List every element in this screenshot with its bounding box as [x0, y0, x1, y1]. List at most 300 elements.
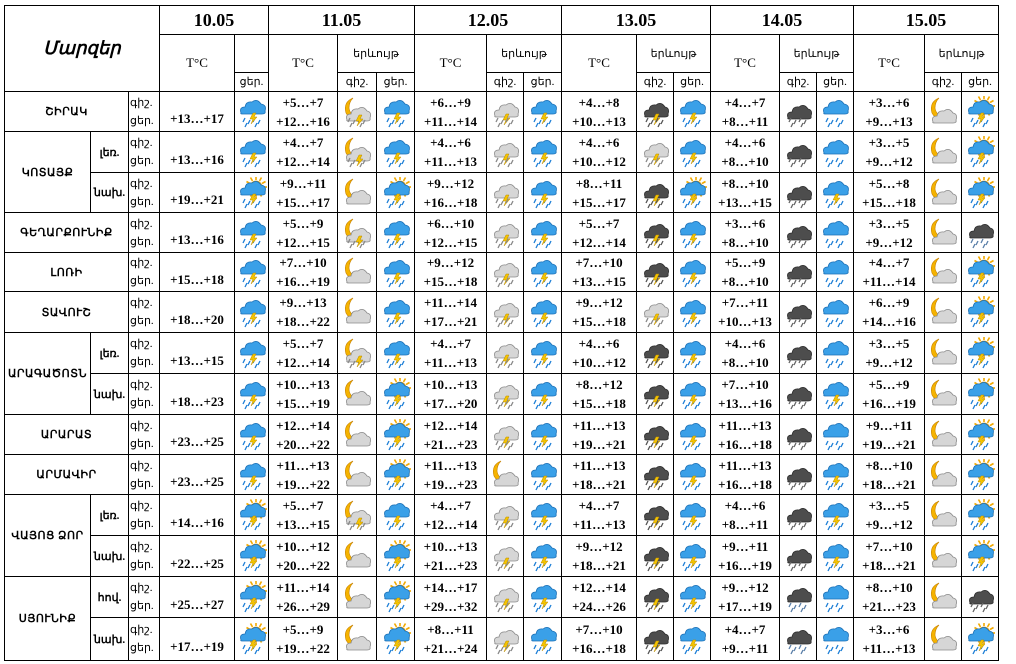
day-temp — [160, 92, 235, 132]
night-temp: +9…+12 — [721, 580, 769, 595]
day-temp: +8…+10 — [721, 154, 769, 169]
night-temp: +4…+7 — [868, 255, 910, 270]
moon-cloud-icon — [927, 623, 959, 655]
weather-icon-cell — [962, 495, 999, 536]
moon-cloud-icon — [927, 136, 959, 168]
weather-icon-cell — [377, 618, 415, 661]
daynight-labels — [129, 173, 160, 213]
cloud-storm-icon — [489, 177, 521, 209]
day-temp — [160, 132, 235, 173]
temp-range — [562, 415, 637, 455]
night-temp: +11…+13 — [718, 457, 772, 473]
daynight-labels — [129, 495, 160, 536]
day-temp: +16…+18 — [718, 436, 772, 452]
temp-range — [854, 333, 925, 374]
weather-icon-cell — [780, 292, 817, 333]
temp-header: T°C — [415, 35, 487, 92]
day-temp: +10…+13 — [572, 113, 626, 129]
temp-range — [269, 536, 338, 577]
day-temp: +18…+22 — [276, 314, 330, 329]
day-temp: +20…+22 — [276, 558, 330, 573]
temp-range — [854, 213, 925, 253]
temp-range — [562, 536, 637, 577]
weather-icon-cell — [674, 132, 711, 173]
daynight-labels — [129, 253, 160, 292]
weather-icon-cell — [487, 253, 524, 292]
moon-storm-icon — [341, 96, 373, 128]
night-temp: +3…+5 — [868, 215, 910, 231]
temp-value: +15…+18 — [170, 271, 224, 287]
rain-storm-icon — [527, 256, 559, 288]
temp-header: T°C — [160, 35, 235, 92]
weather-icon-cell — [962, 455, 999, 495]
weather-icon-cell — [674, 536, 711, 577]
night-temp: +14…+17 — [423, 580, 478, 595]
sun-storm-icon — [964, 499, 996, 531]
sun-storm-icon — [964, 256, 996, 288]
region-name: ՇԻՐԱԿ — [5, 92, 129, 132]
weather-icon-cell — [524, 333, 562, 374]
temp-range — [711, 132, 780, 173]
day-temp: +20…+22 — [276, 436, 330, 452]
weather-icon-cell — [674, 577, 711, 618]
day-temp: +13…+15 — [572, 274, 626, 289]
temp-range — [415, 213, 487, 253]
day-temp: +19…+22 — [276, 476, 330, 492]
weather-icon-cell — [377, 213, 415, 253]
temp-range — [269, 253, 338, 292]
region-row — [5, 333, 999, 374]
temp-range — [269, 333, 338, 374]
cloud-storm-icon — [489, 136, 521, 168]
day-temp: +21…+23 — [423, 436, 478, 452]
moon-cloud-icon — [927, 96, 959, 128]
sun-storm-icon — [964, 337, 996, 369]
dark-storm-icon — [639, 499, 671, 531]
night-temp: +4…+7 — [578, 498, 620, 513]
weather-icon-cell — [524, 618, 562, 661]
moon-cloud-icon — [489, 459, 521, 491]
temp-range — [415, 173, 487, 213]
night-header: գիշ. — [637, 72, 674, 91]
region-row — [5, 495, 999, 536]
region-row — [5, 253, 999, 292]
day-label: ցեր. — [130, 114, 154, 127]
forecast-table — [4, 5, 999, 661]
day-label: ցեր. — [130, 356, 154, 368]
night-temp: +3…+5 — [868, 498, 910, 513]
night-header: գիշ. — [780, 72, 817, 91]
temp-value: +23…+25 — [170, 434, 224, 449]
rain-icon — [819, 419, 851, 451]
weather-icon-cell — [235, 213, 269, 253]
subregion-label: նախ. — [91, 536, 129, 577]
moon-cloud-icon — [927, 177, 959, 209]
night-label: գիշ. — [130, 419, 153, 432]
temp-range — [711, 536, 780, 577]
moon-cloud-icon — [927, 256, 959, 288]
weather-icon-cell — [487, 292, 524, 333]
rain-icon — [819, 296, 851, 328]
night-temp: +4…+6 — [724, 498, 766, 513]
daynight-labels — [129, 536, 160, 577]
dark-cloud-icon — [782, 540, 814, 572]
weather-icon-cell — [962, 374, 999, 415]
day-label: ցեր. — [130, 437, 154, 450]
temp-range — [269, 577, 338, 618]
rain-storm-icon — [380, 217, 412, 249]
subregion-label: նախ. — [91, 618, 129, 661]
night-temp: +7…+10 — [575, 255, 623, 270]
cloud-storm-icon — [639, 136, 671, 168]
subregion-label: լեռ. — [91, 333, 129, 374]
temp-range — [711, 253, 780, 292]
night-temp: +3…+5 — [868, 135, 910, 150]
temp-range — [562, 292, 637, 333]
moon-storm-icon — [341, 136, 373, 168]
rain-storm-icon — [676, 136, 708, 168]
weather-icon-cell — [235, 495, 269, 536]
weather-icon-cell — [925, 577, 962, 618]
day-temp: +17…+20 — [423, 396, 478, 411]
moon-cloud-icon — [927, 217, 959, 249]
rain-icon — [819, 337, 851, 369]
temp-header: T°C — [562, 35, 637, 92]
temp-range — [854, 374, 925, 415]
night-temp: +9…+11 — [721, 539, 769, 554]
day-temp: +12…+14 — [276, 355, 330, 370]
rain-storm-icon — [527, 378, 559, 410]
temp-range — [269, 132, 338, 173]
weather-icon-cell — [674, 455, 711, 495]
weather-icon-cell — [962, 618, 999, 661]
day-temp — [160, 536, 235, 577]
day-temp: +16…+19 — [862, 396, 916, 411]
region-name: ՍՅՈՒՆԻՔ — [5, 577, 91, 661]
weather-icon-cell — [817, 618, 854, 661]
temp-range — [854, 415, 925, 455]
temp-value: +13…+16 — [170, 151, 224, 167]
region-name: ԼՈՌԻ — [5, 253, 129, 292]
rain-storm-icon — [527, 581, 559, 613]
weather-icon-cell — [780, 455, 817, 495]
day-header: ցեր. — [377, 72, 415, 91]
night-temp: +12…+14 — [423, 417, 478, 433]
sun-storm-icon — [380, 459, 412, 491]
weather-icon-cell — [780, 333, 817, 374]
rain-storm-icon — [676, 540, 708, 572]
weather-icon-cell — [925, 132, 962, 173]
weather-icon-cell — [817, 132, 854, 173]
daynight-labels — [129, 455, 160, 495]
header-row-dates — [5, 6, 999, 35]
weather-icon-cell — [377, 455, 415, 495]
events-header: երևույթ — [780, 35, 854, 73]
temp-value: +18…+23 — [170, 393, 224, 409]
region-row — [5, 292, 999, 333]
night-temp: +4…+7 — [430, 498, 471, 513]
weather-icon-cell — [925, 495, 962, 536]
weather-icon-cell — [817, 374, 854, 415]
weather-icon-cell — [487, 577, 524, 618]
night-header: գիշ. — [487, 72, 524, 91]
moon-cloud-icon — [341, 419, 373, 451]
rain-storm-icon — [527, 217, 559, 249]
night-temp: +4…+7 — [430, 336, 471, 351]
rain-storm-icon — [527, 296, 559, 328]
temp-value: +17…+19 — [170, 638, 224, 654]
cloud-storm-icon — [489, 499, 521, 531]
weather-icon-cell — [637, 92, 674, 132]
weather-icon-cell — [674, 253, 711, 292]
temp-range — [415, 253, 487, 292]
weather-icon-cell — [962, 132, 999, 173]
moon-cloud-icon — [341, 296, 373, 328]
date-header: 11.05 — [269, 6, 415, 35]
day-label: ցեր. — [130, 397, 154, 409]
region-row — [5, 455, 999, 495]
temp-range — [269, 618, 338, 661]
night-temp: +4…+6 — [578, 135, 620, 150]
temp-range — [415, 92, 487, 132]
night-temp: +5…+9 — [282, 215, 324, 231]
weather-icon-cell — [377, 495, 415, 536]
rain-storm-icon — [819, 459, 851, 491]
weather-icon-cell — [780, 374, 817, 415]
temp-range — [711, 333, 780, 374]
rain-storm-icon — [236, 378, 268, 410]
weather-icon-cell — [780, 577, 817, 618]
sun-storm-icon — [964, 419, 996, 451]
weather-icon-cell — [962, 536, 999, 577]
day-temp: +12…+16 — [276, 113, 330, 129]
night-label: գիշ. — [130, 379, 153, 391]
weather-icon-cell — [817, 92, 854, 132]
temp-range — [415, 577, 487, 618]
moon-cloud-icon — [341, 378, 373, 410]
night-temp: +8…+10 — [721, 175, 769, 191]
weather-icon-cell — [780, 536, 817, 577]
night-temp: +4…+7 — [724, 622, 766, 637]
moon-cloud-icon — [927, 378, 959, 410]
day-temp — [160, 213, 235, 253]
night-label: գիշ. — [130, 297, 153, 309]
temp-range — [562, 253, 637, 292]
weather-icon-cell — [817, 292, 854, 333]
weather-icon-cell — [524, 92, 562, 132]
weather-icon-cell — [377, 577, 415, 618]
rain-storm-icon — [819, 378, 851, 410]
weather-icon-cell — [637, 455, 674, 495]
temp-range — [711, 374, 780, 415]
temp-range — [854, 253, 925, 292]
daynight-labels — [129, 415, 160, 455]
rain-storm-icon — [236, 136, 268, 168]
dark-storm-icon — [639, 96, 671, 128]
weather-icon-cell — [524, 173, 562, 213]
day-temp: +9…+12 — [865, 154, 913, 169]
cloud-storm-icon — [489, 378, 521, 410]
moon-cloud-icon — [341, 581, 373, 613]
region-name: ՏԱՎՈՒՇ — [5, 292, 129, 333]
temp-range — [415, 292, 487, 333]
dark-storm-icon — [639, 337, 671, 369]
weather-icon-cell — [674, 374, 711, 415]
cloud-storm-icon — [489, 96, 521, 128]
rain-storm-icon — [676, 378, 708, 410]
date-header: 14.05 — [711, 6, 854, 35]
weather-icon-cell — [962, 92, 999, 132]
day-temp — [160, 618, 235, 661]
dark-storm-icon — [639, 581, 671, 613]
weather-icon-cell — [487, 495, 524, 536]
weather-icon-cell — [674, 415, 711, 455]
weather-icon-cell — [338, 292, 377, 333]
daynight-labels — [129, 213, 160, 253]
cloud-storm-icon — [489, 337, 521, 369]
night-header: գիշ. — [925, 72, 962, 91]
temp-range — [562, 213, 637, 253]
weather-icon-cell — [780, 495, 817, 536]
temp-range — [562, 132, 637, 173]
day-temp: +12…+15 — [423, 234, 478, 250]
weather-icon-cell — [235, 415, 269, 455]
temp-range — [269, 92, 338, 132]
cloud-storm-icon — [489, 540, 521, 572]
daynight-labels — [129, 374, 160, 415]
weather-icon-cell — [235, 333, 269, 374]
night-temp: +11…+13 — [423, 457, 478, 473]
weather-icon-cell — [338, 455, 377, 495]
weather-icon-cell — [377, 536, 415, 577]
rain-storm-icon — [819, 499, 851, 531]
night-temp: +4…+6 — [578, 336, 620, 351]
weather-icon-cell — [637, 374, 674, 415]
sun-storm-icon — [236, 499, 268, 531]
night-temp: +10…+13 — [423, 377, 478, 392]
weather-icon-cell — [524, 213, 562, 253]
region-row — [5, 92, 999, 132]
day-temp: +17…+19 — [718, 599, 772, 614]
day-label: ցեր. — [130, 275, 154, 287]
night-temp: +5…+8 — [868, 175, 910, 191]
temp-value: +23…+25 — [170, 474, 224, 489]
rain-storm-icon — [380, 499, 412, 531]
temp-range — [562, 618, 637, 661]
rain-storm-icon — [380, 337, 412, 369]
night-temp: +5…+9 — [282, 622, 324, 637]
night-label: գիշ. — [130, 96, 153, 109]
temp-range — [711, 292, 780, 333]
day-header: ցեր. — [235, 72, 269, 91]
night-temp: +10…+13 — [276, 377, 330, 392]
night-temp: +10…+13 — [423, 539, 478, 554]
rain-storm-icon — [527, 419, 559, 451]
moon-cloud-icon — [927, 540, 959, 572]
day-temp: +19…+21 — [572, 436, 626, 452]
night-label: գիշ. — [130, 500, 153, 512]
night-temp: +4…+6 — [724, 135, 766, 150]
night-label: գիշ. — [130, 177, 153, 190]
weather-icon-cell — [925, 292, 962, 333]
daynight-labels — [129, 92, 160, 132]
night-temp: +6…+9 — [430, 94, 471, 110]
day-temp: +19…+21 — [862, 436, 916, 452]
sun-storm-icon — [964, 136, 996, 168]
temp-range — [711, 495, 780, 536]
night-temp: +11…+14 — [276, 580, 330, 595]
weather-icon-cell — [338, 253, 377, 292]
night-temp: +7…+10 — [865, 539, 913, 554]
weather-icon-cell — [524, 495, 562, 536]
day-label: ցեր. — [130, 642, 154, 654]
night-temp: +11…+13 — [572, 417, 626, 433]
weather-icon-cell — [637, 577, 674, 618]
weather-icon-cell — [377, 132, 415, 173]
night-temp: +9…+13 — [279, 295, 327, 310]
cloud-storm-icon — [489, 581, 521, 613]
region-name: ՎԱՅՈՑ ՁՈՐ — [5, 495, 91, 577]
moon-cloud-icon — [927, 419, 959, 451]
night-temp: +8…+11 — [575, 175, 623, 191]
weather-icon-cell — [925, 536, 962, 577]
empty-header — [235, 35, 269, 73]
temp-header: T°C — [711, 35, 780, 92]
night-temp: +4…+6 — [724, 336, 766, 351]
region-row — [5, 536, 999, 577]
weather-icon-cell — [962, 577, 999, 618]
moon-cloud-icon — [341, 177, 373, 209]
weather-icon-cell — [235, 173, 269, 213]
temp-range — [854, 292, 925, 333]
temp-range — [269, 415, 338, 455]
night-temp: +3…+6 — [724, 215, 766, 231]
day-temp: +21…+23 — [423, 558, 478, 573]
weather-icon-cell — [817, 415, 854, 455]
sun-storm-icon — [380, 419, 412, 451]
weather-icon-cell — [637, 173, 674, 213]
day-temp: +8…+11 — [721, 517, 769, 532]
temp-range — [711, 455, 780, 495]
night-temp: +11…+13 — [572, 457, 626, 473]
weather-icon-cell — [962, 415, 999, 455]
rain-storm-icon — [676, 296, 708, 328]
night-temp: +5…+9 — [868, 377, 910, 392]
temp-range — [854, 495, 925, 536]
day-temp — [160, 577, 235, 618]
rain-storm-icon — [676, 499, 708, 531]
weather-icon-cell — [487, 618, 524, 661]
temp-range — [711, 577, 780, 618]
rain-storm-icon — [527, 499, 559, 531]
subregion-label: նախ. — [91, 173, 129, 213]
temp-header: T°C — [854, 35, 925, 92]
rain-storm-icon — [236, 337, 268, 369]
temp-range — [415, 495, 487, 536]
rain-storm-icon — [819, 540, 851, 572]
moon-cloud-icon — [341, 540, 373, 572]
weather-icon-cell — [235, 292, 269, 333]
day-label: ցեր. — [130, 559, 154, 571]
day-temp: +19…+22 — [276, 641, 330, 656]
weather-icon-cell — [235, 577, 269, 618]
weather-icon-cell — [817, 213, 854, 253]
rain-storm-icon — [236, 296, 268, 328]
temp-value: +18…+20 — [170, 311, 224, 327]
dark-cloud-icon — [782, 296, 814, 328]
weather-icon-cell — [377, 415, 415, 455]
date-header: 15.05 — [854, 6, 999, 35]
